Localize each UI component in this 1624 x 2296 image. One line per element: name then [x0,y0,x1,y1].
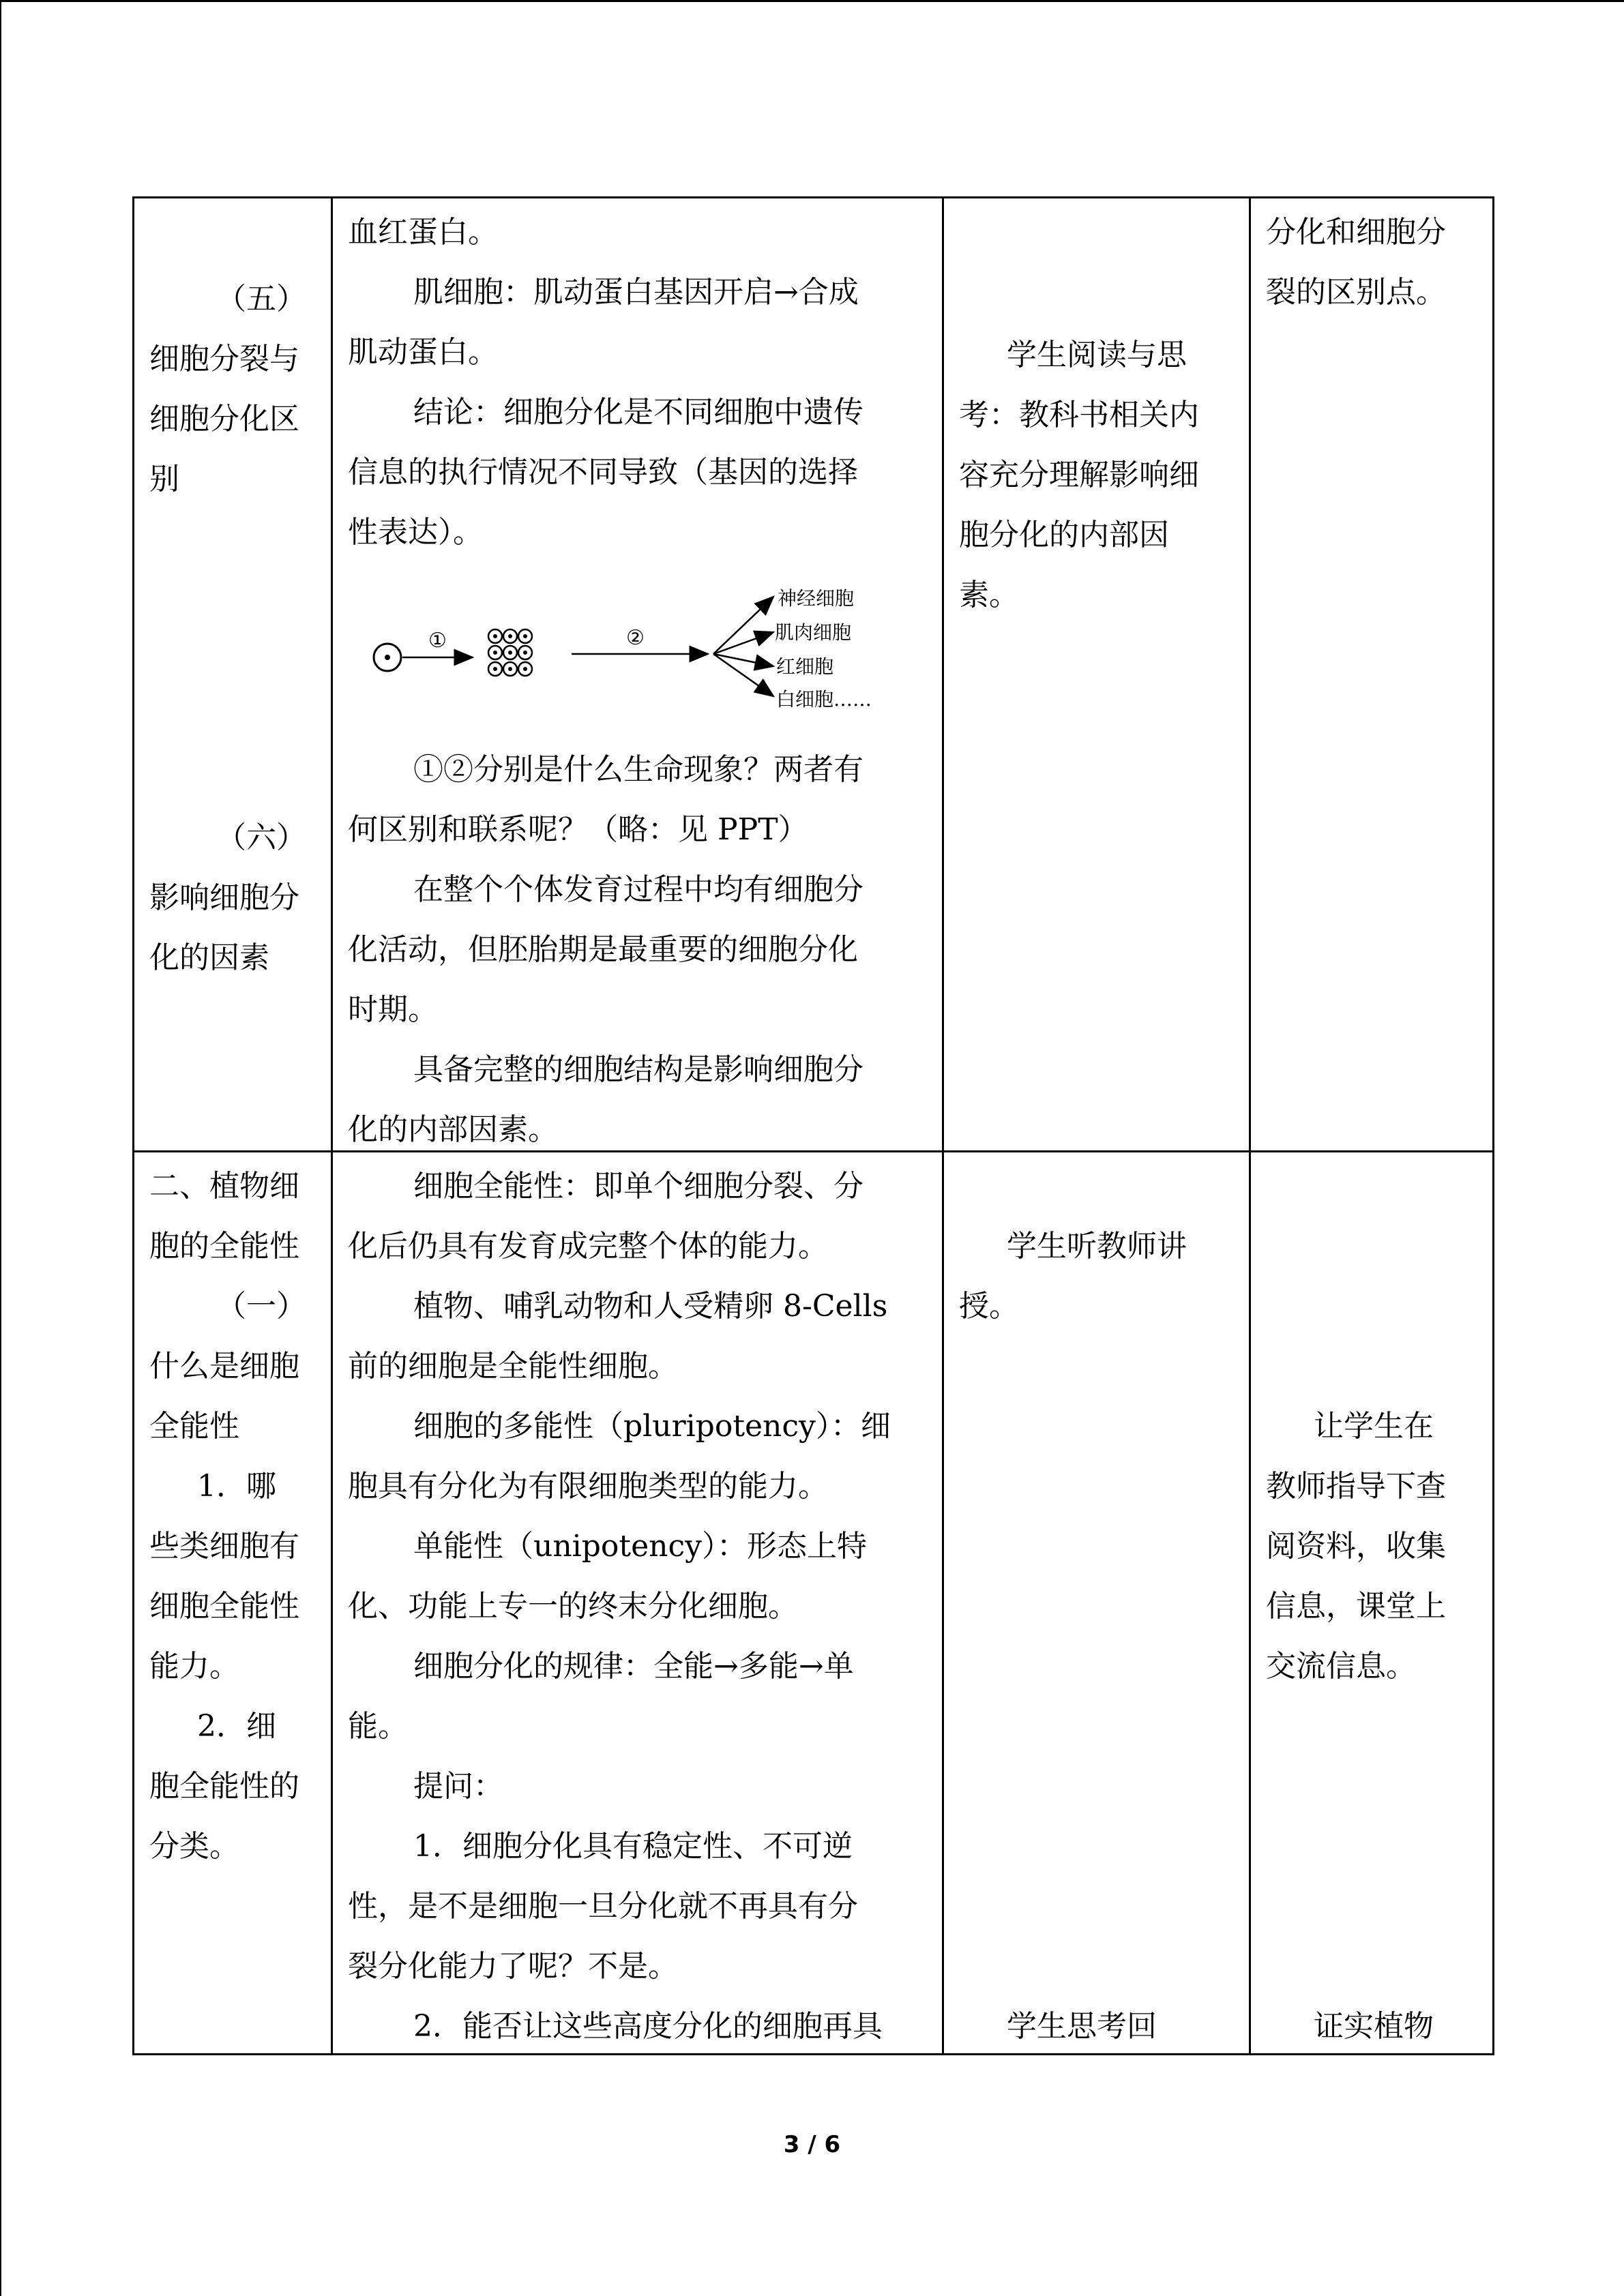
intent-line: 交流信息。 [1266,1649,1416,1684]
content-line: 化的内部因素。 [348,1112,558,1147]
activity-line: 容充分理解影响细 [959,458,1199,492]
content-line: 胞具有分化为有限细胞类型的能力。 [348,1469,828,1504]
intent-line: 证实植物 [1314,2009,1434,2044]
section-text: 什么是细胞 [149,1349,299,1384]
section-text: 全能性 [149,1409,239,1444]
content-line: 性表达）。 [348,515,483,550]
content-line: 1．细胞分化具有稳定性、不可逆 [413,1829,853,1864]
design-intent-cell [1250,198,1494,1152]
zygote-icon [374,644,401,671]
branch-arrow [713,597,773,654]
output-label: 红细胞 [776,655,834,678]
content-line: 细胞分化的规律：全能→多能→单 [413,1649,854,1684]
activity-line: 胞分化的内部因 [959,518,1169,552]
branch-arrow [713,632,773,654]
activity-line: 素。 [959,578,1019,612]
section-text: 1．哪 [197,1469,276,1504]
section-text: 化的因素 [149,940,269,975]
student-activity-cell [943,1152,1250,2055]
activity-line: 学生思考回 [1007,2009,1157,2044]
step-1-label: ① [428,629,447,653]
content-line: ①②分别是什么生命现象？两者有 [413,752,863,787]
content-line: 信息的执行情况不同导致（基因的选择 [348,455,858,490]
section-text: 分类。 [149,1829,239,1864]
content-line: 肌动蛋白。 [348,335,498,370]
content-line: 具备完整的细胞结构是影响细胞分 [413,1052,863,1087]
intent-line: 信息，课堂上 [1266,1589,1446,1624]
output-label: 白细胞…… [776,688,872,711]
section-text: 细胞分化区 [149,402,299,436]
intent-line: 阅资料，收集 [1266,1529,1446,1564]
intent-line: 让学生在 [1314,1409,1434,1444]
content-line: 化后仍具有发育成完整个体的能力。 [348,1229,828,1264]
section-text: 别 [149,462,179,496]
content-line: 时期。 [348,992,438,1027]
lesson-plan-table [132,196,1494,2055]
section-text: 细胞分裂与 [149,342,299,376]
activity-line: 授。 [959,1289,1019,1324]
design-intent-cell [1250,1152,1494,2055]
teaching-content-cell [332,198,943,1152]
intent-line: 分化和细胞分 [1266,215,1446,250]
content-line: 裂分化能力了呢？不是。 [348,1949,678,1984]
section-text: 2．细 [197,1709,276,1744]
content-line: 单能性（unipotency）：形态上特 [413,1529,867,1564]
teaching-content-cell [332,1152,943,2055]
section-text: 影响细胞分 [149,880,299,915]
section-label: （六） [216,820,306,855]
content-line: 在整个个体发育过程中均有细胞分 [413,872,863,907]
section-text: 胞的全能性 [149,1229,299,1264]
content-line: 植物、哺乳动物和人受精卵 8-Cells [413,1289,888,1324]
content-line: 肌细胞：肌动蛋白基因开启→合成 [413,275,859,310]
output-label: 神经细胞 [778,587,855,610]
section-label: （五） [216,282,306,316]
section-text: 能力。 [149,1649,239,1684]
section-title-cell [134,1152,332,2055]
student-activity-cell [943,198,1250,1152]
step-2-label: ② [626,626,645,650]
content-line: 化、功能上专一的终末分化细胞。 [348,1589,798,1624]
intent-line: 裂的区别点。 [1266,275,1446,310]
content-line: 细胞全能性：即单个细胞分裂、分 [413,1169,863,1204]
section-text: 细胞全能性 [149,1589,299,1624]
content-line: 性，是不是细胞一旦分化就不再具有分 [348,1889,858,1924]
content-line: 细胞的多能性（pluripotency）：细 [413,1409,891,1444]
page-number: 3 / 6 [783,2131,841,2158]
section-text: 些类细胞有 [149,1529,299,1564]
section-text: 胞全能性的 [149,1769,299,1804]
content-line: 能。 [348,1709,408,1744]
section-label: （一） [216,1289,306,1324]
content-line: 何区别和联系呢？（略：见 PPT） [348,812,808,847]
content-line: 血红蛋白。 [348,215,498,250]
table-row [134,198,1494,1152]
activity-line: 学生听教师讲 [1007,1229,1187,1264]
content-line: 化活动，但胚胎期是最重要的细胞分化 [348,932,858,967]
activity-line: 考：教科书相关内 [959,398,1199,432]
content-line: 提问： [413,1769,503,1804]
cell-differentiation-diagram [353,582,899,725]
content-line: 2．能否让这些高度分化的细胞再具 [413,2009,883,2044]
activity-line: 学生阅读与思 [1007,338,1187,372]
content-line: 结论：细胞分化是不同细胞中遗传 [413,395,863,430]
output-label: 肌肉细胞 [775,621,852,644]
section-title-cell [134,198,332,1152]
table-row [134,1152,1494,2055]
section-text: 二、植物细 [149,1169,299,1204]
intent-line: 教师指导下查 [1266,1469,1446,1504]
content-line: 前的细胞是全能性细胞。 [348,1349,678,1384]
